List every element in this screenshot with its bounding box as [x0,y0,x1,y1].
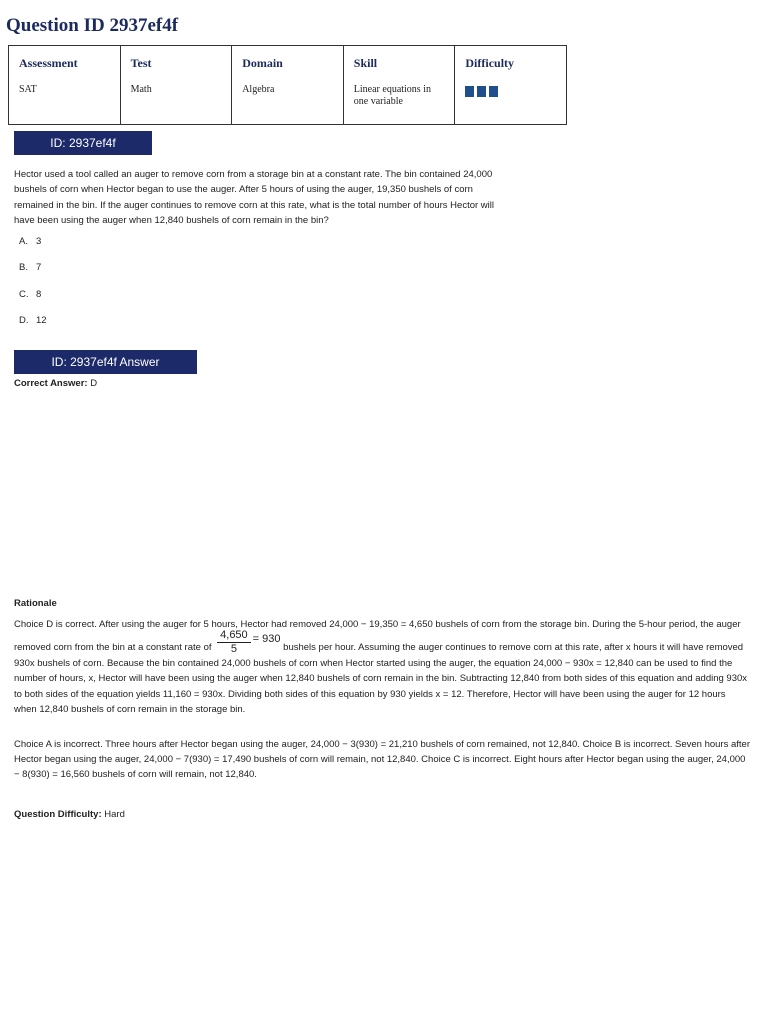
meta-value-assessment: SAT [19,84,37,95]
choice-letter: A. [19,236,28,247]
fraction-numerator: 4,650 [217,629,251,643]
meta-value-skill: Linear equations in one variable [353,84,431,107]
rationale-text: bushels per hour. Assuming the auger continues to remove corn at this rate, after x hours it will have removed 930x bushels of corn. Because the bin contained 24,000 bushels of corn when Hector started using the auger, the equation 24,000 − 930x = 12,840 can be used to find the number of hours, x, Hector will have been using the auger when 12,840 bushels of corn remain in the bin. Subtracting 12,840 from both sides of this equation and adding 930x to both sides of the equation yields 11,160 = 930x. Dividing both sides of this equation by 930 yields x = 12. Therefore, Hector will have been using the auger for 12 hours when 12,840 bushels of corn remain in the storage bin. [14,642,748,715]
choice-b [19,262,41,273]
choice-c [19,289,41,300]
rationale-paragraph-2: Choice A is incorrect. Three hours after Hector began using the auger, 24,000 − 3(930) = 21,210 bushels of corn remained, not 12,840. Choice B is incorrect. Seven hours after Hector began using the auger, 24,000 − 7(930) = 17,490 bushels of corn will remain, not 12,840. Choice C is incorrect. Eight hours after Hector began using the auger, 24,000 − 8(930) = 16,560 bushels of corn will remain, not 12,840. [14,739,750,781]
meta-header-difficulty: Difficulty [465,56,515,70]
difficulty-bar [465,86,474,97]
meta-header-skill: Skill [353,56,378,70]
meta-value-test: Math [130,84,152,95]
correct-answer-value: D [90,378,98,389]
page-title: Question ID 2937ef4f [6,15,179,36]
question-difficulty-value: Hard [104,809,125,820]
choice-text: 8 [36,289,42,300]
meta-value-domain: Algebra [242,84,275,95]
question-id-bar: ID: 2937ef4f [14,131,152,155]
meta-cell-difficulty [455,46,567,125]
choice-text: 12 [36,315,47,326]
fraction-denominator: 5 [230,643,237,656]
correct-answer-line [14,378,97,389]
choice-letter: B. [19,262,28,273]
choice-letter: D. [19,315,29,326]
question-difficulty-label: Question Difficulty: [14,809,102,820]
rationale-heading: Rationale [14,598,57,609]
rationale-paragraph-1 [14,617,750,717]
meta-cell-assessment [9,46,121,125]
rationale-text: Choice D is correct. After using the auger for 5 hours, Hector had removed 24,000 − 19,350 = 4,650 bushels of corn from the storage bin. During the 5-hour period, the auger removed corn from the bin at a constant rate of [14,619,741,654]
meta-cell-domain [232,46,344,125]
answer-id-bar: ID: 2937ef4f Answer [14,350,197,374]
meta-cell-test [120,46,232,125]
fraction-result: = 930 [252,633,281,646]
rate-fraction [217,629,251,656]
correct-answer-label: Correct Answer: [14,378,88,389]
choice-letter: C. [19,289,29,300]
meta-header-assessment: Assessment [19,56,78,70]
difficulty-bar [477,86,486,97]
meta-header-test: Test [130,56,152,70]
meta-cell-skill [343,46,455,125]
difficulty-indicator [465,86,556,97]
choice-text: 3 [36,236,42,247]
question-stem: Hector used a tool called an auger to remove corn from a storage bin at a constant rate. The bin contained 24,000 bushels of corn when Hector began to use the auger. After 5 hours of using the auger, 19,350 bushels of corn remained in the bin. If the auger continues to remove corn at this rate, what is the total number of hours Hector will have been using the auger when 12,840 bushels of corn remain in the bin? [14,169,494,226]
choice-text: 7 [36,262,42,273]
question-difficulty-line [14,809,125,820]
metadata-table [8,45,567,125]
choice-a [19,236,41,247]
meta-header-domain: Domain [242,56,283,70]
choice-d [19,315,47,326]
difficulty-bar [489,86,498,97]
